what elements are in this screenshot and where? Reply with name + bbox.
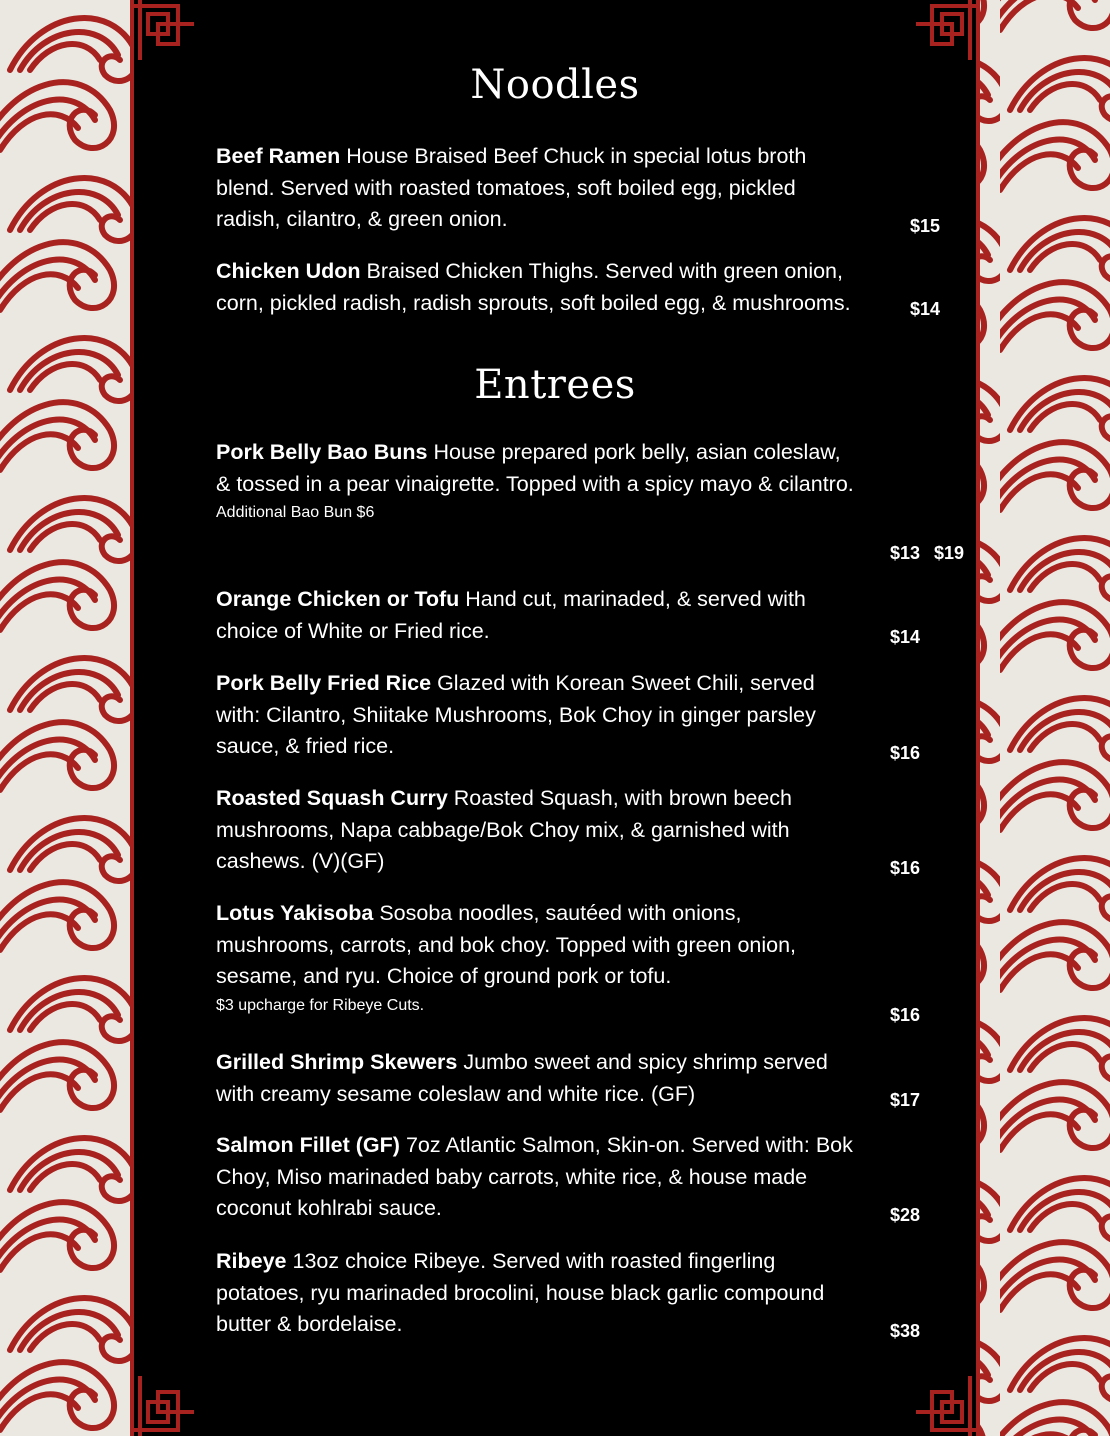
item-name: Roasted Squash Curry — [216, 786, 448, 810]
item-price: $16 — [890, 743, 921, 763]
section-title-noodles: Noodles — [470, 62, 640, 108]
item-note: Additional Bao Bun $6 — [216, 504, 375, 521]
item-name: Salmon Fillet (GF) — [216, 1133, 400, 1157]
item-price: $15 — [910, 216, 941, 236]
item-note: $3 upcharge for Ribeye Cuts. — [216, 996, 425, 1014]
menu-item-roasted-squash-curry — [216, 783, 856, 878]
item-description: House Braised Beef Chuck in special lotus broth blend. Served with roasted tomatoes, soft boiled egg, pickled radish, cilantro, & green onion. — [216, 144, 807, 231]
menu-item-grilled-shrimp-skewers — [216, 1047, 856, 1110]
menu-item-pork-belly-bao-buns — [216, 437, 856, 526]
wave-swirl-pattern-right — [980, 0, 1110, 1436]
item-price: $38 — [890, 1321, 921, 1341]
item-price: $16 — [890, 1005, 921, 1025]
item-description: Jumbo sweet and spicy shrimp served with creamy sesame coleslaw and white rice. (GF) — [216, 1050, 828, 1106]
menu-panel — [130, 0, 980, 1436]
menu-item-orange-chicken — [216, 584, 856, 647]
chinese-corner-knot-icon — [912, 1372, 976, 1436]
left-wave-border — [0, 0, 130, 1436]
item-name: Ribeye — [216, 1249, 287, 1273]
item-name: Beef Ramen — [216, 144, 341, 168]
item-description: Glazed with Korean Sweet Chili, served with: Cilantro, Shiitake Mushrooms, Bok Choy in ginger parsley sauce, & fried rice. — [216, 671, 816, 758]
chinese-corner-knot-icon — [912, 0, 976, 64]
item-price: $14 — [890, 627, 921, 647]
item-price-secondary: $19 — [934, 543, 965, 563]
item-name: Pork Belly Bao Buns — [216, 440, 428, 464]
item-price: $14 — [910, 299, 941, 319]
item-description: House prepared pork belly, asian coleslaw, & tossed in a pear vinaigrette. Topped with a spicy mayo & cilantro. — [216, 440, 854, 496]
section-title-entrees: Entrees — [474, 362, 636, 408]
item-description: 13oz choice Ribeye. Served with roasted fingerling potatoes, ryu marinaded brocolini, house black garlic compound butter & bordelaise. — [216, 1249, 825, 1336]
right-wave-border — [980, 0, 1110, 1436]
item-price: $16 — [890, 858, 921, 878]
item-description: Roasted Squash, with brown beech mushrooms, Napa cabbage/Bok Choy mix, & garnished with cashews. (V)(GF) — [216, 786, 793, 873]
item-price: $13 — [890, 543, 921, 563]
wave-swirl-pattern-left — [0, 0, 130, 1436]
menu-item-lotus-yakisoba — [216, 898, 856, 1019]
menu-item-pork-belly-fried-rice — [216, 668, 856, 763]
item-name: Chicken Udon — [216, 259, 361, 283]
item-name: Grilled Shrimp Skewers — [216, 1050, 458, 1074]
chinese-corner-knot-icon — [134, 0, 198, 64]
menu-item-ribeye — [216, 1246, 856, 1341]
chinese-corner-knot-icon — [134, 1372, 198, 1436]
item-description: Braised Chicken Thighs. Served with green onion, corn, pickled radish, radish sprouts, soft boiled egg, & mushrooms. — [216, 259, 851, 315]
item-description: 7oz Atlantic Salmon, Skin-on. Served with: Bok Choy, Miso marinaded baby carrots, white rice, & house made coconut kohlrabi sauce. — [216, 1133, 853, 1220]
item-name: Orange Chicken or Tofu — [216, 587, 460, 611]
item-name: Lotus Yakisoba — [216, 901, 374, 925]
menu-item-chicken-udon — [216, 256, 856, 319]
menu-item-beef-ramen — [216, 141, 856, 236]
item-description: Hand cut, marinaded, & served with choice of White or Fried rice. — [216, 587, 806, 643]
menu-item-salmon-fillet — [216, 1130, 856, 1225]
item-price: $28 — [890, 1205, 921, 1225]
item-price: $17 — [890, 1090, 921, 1110]
item-name: Pork Belly Fried Rice — [216, 671, 432, 695]
item-description: Sosoba noodles, sautéed with onions, mushrooms, carrots, and bok choy. Topped with green onion, sesame, and ryu. Choice of ground pork or tofu. — [216, 901, 797, 988]
